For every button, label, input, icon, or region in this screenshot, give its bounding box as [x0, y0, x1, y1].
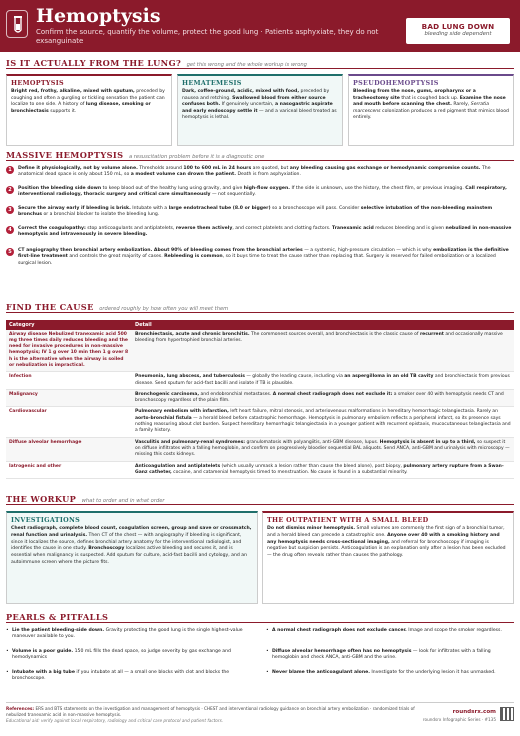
bad-lung-down-badge	[406, 18, 510, 44]
section-header-lung	[6, 58, 514, 69]
box-title: HEMOPTYSIS	[11, 79, 64, 87]
section-subtitle: get this wrong and the whole workup is wrong	[186, 62, 307, 68]
outpatient-box	[262, 511, 514, 604]
table-row	[6, 461, 514, 479]
column-header-detail: Detail	[132, 320, 514, 330]
pearl-item: • Intubate with a big tube if you intubate at all — a small one blocks with clot and blocks the bronchoscope.	[6, 670, 254, 683]
step-number: 3	[6, 206, 14, 214]
box-title: THE OUTPATIENT WITH A SMALL BLEED	[267, 516, 429, 524]
disclaimer: Educational aid: verify against local respiratory, radiology and critical care protocol and patient factors.	[6, 718, 224, 724]
table-row	[6, 330, 514, 372]
table-row	[6, 437, 514, 461]
section-header-massive	[6, 150, 514, 161]
box-text: Dark, coffee-ground, acidic, mixed with food, preceded by nausea and retching. Swallowed blood from either source confuses both. If genuinely uncertain, a nasogastric aspirate and early endoscopy settle it — and a variceal bleed treated as hemoptysis is lethal.	[182, 89, 337, 121]
step-text: CT angiography then bronchial artery embolization. About 90% of bleeding comes from the bronchial arteries — a systemic, high-pressure circulation — which is why embolization is the definitive first-line treatment and controls the great majority of cases. Rebleeding is common, so it buys time to treat the cause rather than replacing that. Surgery is reserved for failed embolization or a localized surgical lesion.	[18, 248, 509, 266]
massive-step-3	[6, 206, 514, 219]
step-number: 4	[6, 226, 14, 234]
box-text: Bleeding from the nose, gums, oropharynx or a tracheostomy site that is coughed back up. Examine the nose and mouth before scanning the chest. Rarely, Serratia marcescens colonization produces a red pigment that mimics blood entirely.	[353, 89, 509, 121]
badge-title: BAD LUNG DOWN	[421, 22, 495, 31]
box-title: INVESTIGATIONS	[11, 516, 81, 524]
qr-code-icon	[500, 707, 514, 721]
page-title: Hemoptysis	[36, 5, 161, 27]
footer	[6, 702, 514, 724]
box-title: PSEUDOHEMOPTYSIS	[353, 79, 439, 87]
detail-cell: Bronchogenic carcinoma, and endobronchial metastases. A normal chest radiograph does not exclude it: a smoker over 40 with hemoptysis needs CT and bronchoscopy regardless of the plain film.	[132, 389, 514, 407]
table-row	[6, 407, 514, 437]
section-title: PEARLS & PITFALLS	[6, 612, 109, 622]
box-text: Bright red, frothy, alkaline, mixed with sputum, preceded by coughing and often a gurgling or tickling sensation the patient can localize to one side. A history of lung disease, smoking or bronchiectasis supports it.	[11, 89, 165, 114]
section-header-pearls	[6, 612, 514, 623]
section-title: IS IT ACTUALLY FROM THE LUNG?	[6, 58, 182, 68]
section-header-cause	[6, 302, 514, 313]
category-cell: Infection	[6, 372, 132, 390]
massive-step-1	[6, 166, 514, 179]
box-title: HEMATEMESIS	[182, 79, 242, 87]
section-subtitle: what to order and in what order	[81, 498, 165, 504]
category-cell: Cardiovascular	[6, 407, 132, 437]
pearl-item: • Volume is a poor guide. 150 mL fills the dead space, so judge severity by gas exchange and hemodynamics	[6, 649, 254, 662]
investigations-box	[6, 511, 258, 604]
category-cell: Airway disease Nebulized tranexamic acid 500 mg three times daily reduces bleeding and the need for invasive procedures in non-massive hemoptysis; IV 1 g over 10 min then 1 g over 8 h is the alternative when the airway is soiled or nebulization is impractical.	[6, 330, 132, 372]
category-cell: Diffuse alveolar hemorrhage	[6, 437, 132, 461]
step-text: Position the bleeding side down to keep blood out of the healthy lung using gravity, and give high-flow oxygen. If the side is unknown, use the history, the chest film, or previous imaging. Call respiratory, interventional radiology, thoracic surgery and critical care simultaneously — not sequentially.	[18, 186, 507, 198]
detail-cell: Pulmonary embolism with infarction, left heart failure, mitral stenosis, and arteriovenous malformations in hereditary hemorrhagic telangiectasia. Rarely an aorto-bronchial fistula — a herald bleed before catastrophic hemorrhage. Hemoptysis in pulmonary embolism reflects a peripheral infarct, so its presence says nothing reassuring about clot burden. Suspect hereditary hemorrhagic telangiectasia in a younger patient with recurrent epistaxis, mucocutaneous telangiectasia and a family history.	[132, 407, 514, 437]
section-title: MASSIVE HEMOPTYSIS	[6, 150, 124, 160]
box-text: Do not dismiss minor hemoptysis. Small volumes are commonly the first sign of a bronchial tumor, and a herald bleed can precede a catastrophic one. Anyone over 40 with a smoking history and any hemoptysis needs cross-sectional imaging, and referral for bronchoscopy if imaging is negative but suspicion persists. Anticoagulation is an explanation only after a lesion has been excluded — the drug often reveals rather than causes the pathology.	[267, 526, 506, 558]
test-tube-icon	[6, 10, 28, 38]
header-banner	[0, 0, 520, 52]
detail-cell: Vasculitis and pulmonary-renal syndromes: granulomatosis with polyangiitis, anti-GBM disease, lupus. Hemoptysis is absent in up to a third, so suspect it on diffuse infiltrates with a falling hemoglobin, and confirm on progressively bloodier sequential BAL aliquots. Send ANCA, anti-GBM and urinalysis with microscopy — missing this costs kidneys.	[132, 437, 514, 461]
step-text: Correct the coagulopathy: stop anticoagulants and antiplatelets, reverse them actively, and correct platelets and clotting factors. Tranexamic acid reduces bleeding and is given nebulized in non-massive hemoptysis and intravenously in severe bleeding.	[18, 226, 512, 238]
cause-table	[6, 320, 514, 479]
section-subtitle: ordered roughly by how often you will meet them	[99, 306, 229, 312]
section-header-workup	[6, 494, 514, 505]
table-row	[6, 372, 514, 390]
detail-cell: Pneumonia, lung abscess, and tuberculosis — globally the leading cause, including via an aspergilloma in an old TB cavity and bronchiectasis from previous disease. Send sputum for acid-fast bacilli and isolate if TB is plausible.	[132, 372, 514, 390]
column-header-category: Category	[6, 320, 132, 330]
pearl-item: • Never blame the anticoagulant alone. Investigate for the underlying lesion it has unmasked.	[266, 670, 514, 676]
pseudohemoptysis-box	[348, 74, 514, 146]
detail-cell: Bronchiectasis, acute and chronic bronchitis. The commonest sources overall, and bronchiectasis is the classic cause of recurrent and occasionally massive bleeding from hypertrophied bronchial arteries.	[132, 330, 514, 372]
table-header-row	[6, 320, 514, 330]
section-subtitle: a resuscitation problem before it is a diagnostic one	[128, 154, 265, 160]
references: References: ERS and BTS statements on the investigation and management of hemoptysis · CHEST and interventional radiology guidance on bronchial artery embolization · randomized trials of nebulized tranexamic acid in non-massive hemoptysis.	[6, 706, 415, 718]
page-subtitle: Confirm the source, quantify the volume, protect the good lung · Patients asphyxiate, they do not exsanguinate	[36, 28, 379, 46]
step-text: Define it physiologically, not by volume alone. Thresholds around 100 to 600 mL in 24 hours are quoted, but any bleeding causing gas exchange or hemodynamic compromise counts. The anatomical dead space is only about 150 mL, so a modest volume can drown the patient. Death is from asphyxiation.	[18, 166, 491, 178]
category-cell: Malignancy	[6, 389, 132, 407]
series-label: roundsrx Infographic Series · #135	[422, 717, 496, 722]
hemoptysis-box	[6, 74, 172, 146]
section-title: FIND THE CAUSE	[6, 302, 94, 312]
pearl-item: • Lie the patient bleeding-side down. Gravity protecting the good lung is the single highest-value maneuver available to you.	[6, 628, 254, 641]
category-cell: Iatrogenic and other	[6, 461, 132, 479]
table-row	[6, 389, 514, 407]
badge-subtitle: bleeding side dependent	[424, 31, 492, 38]
massive-step-4	[6, 226, 514, 239]
hematemesis-box	[177, 74, 343, 146]
detail-cell: Anticoagulation and antiplatelets (which usually unmask a lesion rather than cause the bleed alone), post biopsy, pulmonary artery rupture from a Swan-Ganz catheter, cocaine, and catamenial hemoptysis timed to menstruation. No cause is found in a substantial minority.	[132, 461, 514, 479]
box-text: Chest radiograph, complete blood count, coagulation screen, group and save or crossmatch, renal function and urinalysis. Then CT of the chest — with angiography if bleeding is significant, since it localizes the source, defines bronchial artery anatomy for the interventional radiologist, and identifies the cause in one study. Bronchoscopy localizes active bleeding and secures it, and is essential when malignancy is suspected. Add sputum for culture, acid-fast bacilli and cytology, and an autoimmune screen where the picture fits.	[11, 526, 252, 565]
massive-step-2	[6, 186, 514, 199]
step-number: 5	[6, 248, 14, 256]
step-text: Secure the airway early if bleeding is brisk. Intubate with a large endotracheal tube (8.0 or bigger) so a bronchoscope will pass. Consider selective intubation of the non-bleeding mainstem bronchus or a bronchial blocker to isolate the bleeding lung.	[18, 206, 493, 218]
pearl-item: • Diffuse alveolar hemorrhage often has no hemoptysis — look for infiltrates with a falling hemoglobin and check ANCA, anti-GBM and the urine.	[266, 649, 514, 662]
brand-link[interactable]: roundsrx.com	[452, 709, 496, 715]
section-title: THE WORKUP	[6, 494, 77, 504]
pearl-item: • A normal chest radiograph does not exclude cancer. Image and scope the smoker regardless.	[266, 628, 514, 634]
step-number: 1	[6, 166, 14, 174]
step-number: 2	[6, 186, 14, 194]
massive-step-5	[6, 248, 514, 267]
